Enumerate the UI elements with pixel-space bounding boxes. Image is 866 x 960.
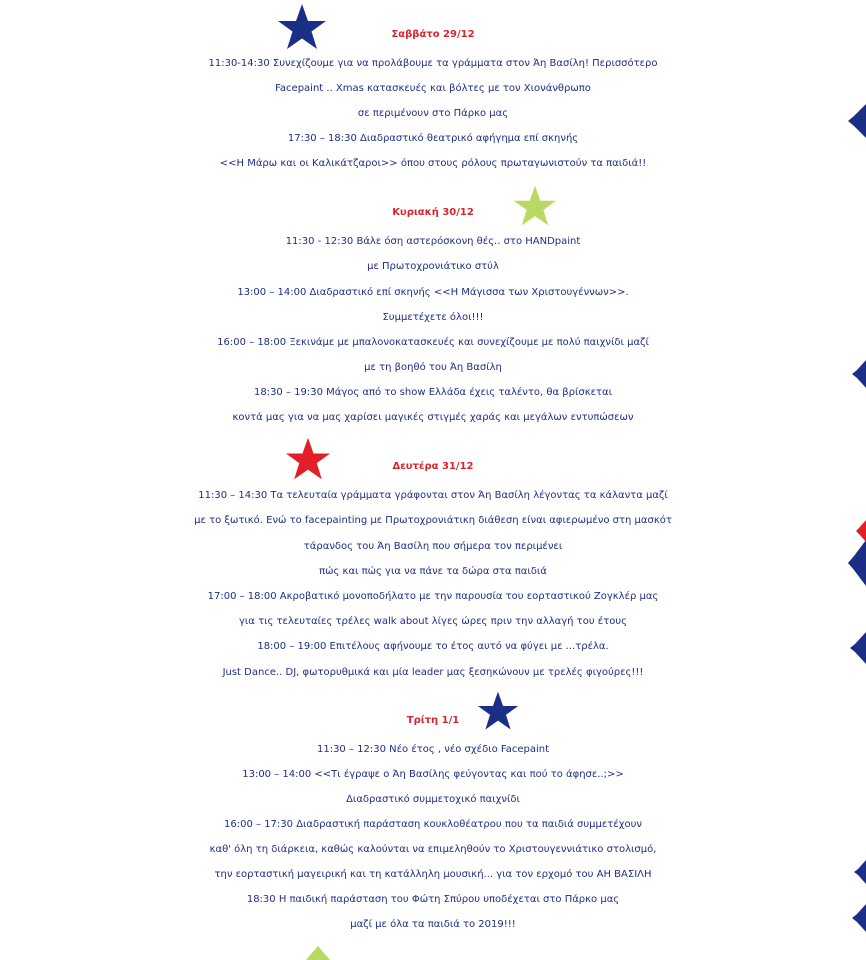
schedule-line: Συμμετέχετε όλοι!!! bbox=[382, 312, 484, 323]
schedule-line: πώς και πώς για να πάνε τα δώρα στα παιδιά bbox=[319, 566, 547, 577]
schedule-line: 13:00 – 14:00 Διαδραστικό επί σκηνής <<Η Μάγισσα των Χριστουγέννων>>. bbox=[237, 287, 629, 298]
schedule-line: 11:30 - 12:30 Βάλε όση αστερόσκονη θές.. στο HANDpaint bbox=[285, 236, 581, 247]
schedule-line: 11:30 – 14:30 Τα τελευταία γράμματα γράφονται στον Άη Βασίλη λέγοντας τα κάλαντα μαζί bbox=[198, 490, 668, 501]
schedule-line: 17:30 – 18:30 Διαδραστικό θεατρικό αφήγημα επί σκηνής bbox=[287, 133, 579, 144]
edge-green-star-icon bbox=[296, 944, 340, 960]
schedule-line: 11:30-14:30 Συνεχίζουμε για να προλάβουμε τα γράμματα στον Άη Βασίλη! Περισσότερο bbox=[208, 58, 658, 69]
schedule-line: Just Dance.. DJ, φωτορυθμικά και μία leader μας ξεσηκώνουν με τρελές φιγούρες!!! bbox=[222, 667, 644, 678]
schedule-line: κοντά μας για να μας χαρίσει μαγικές στιγμές χαράς και μεγάλων εντυπώσεων bbox=[232, 412, 634, 423]
schedule-line: τάρανδος του Άη Βασίλη που σήμερα τον περιμένει bbox=[303, 541, 563, 552]
schedule-line: 13:00 – 14:00 <<Τι έγραψε ο Άη Βασίλης φεύγοντας και πού το άφησε..;>> bbox=[242, 769, 624, 780]
schedule-line: 16:00 – 17:30 Διαδραστική παράσταση κουκλοθέατρου που τα παιδιά συμμετέχουν bbox=[224, 819, 642, 830]
day-title-monday: Δευτέρα 31/12 bbox=[392, 461, 474, 472]
day-title-saturday: Σαββάτο 29/12 bbox=[391, 29, 475, 40]
schedule-line: με τη βοηθό του Άη Βασίλη bbox=[364, 362, 502, 373]
schedule-line: σε περιμένουν στο Πάρκο μας bbox=[357, 108, 509, 119]
schedule-line: 18:30 Η παιδική παράσταση του Φώτη Σπύρου υποδέχεται στο Πάρκο μας bbox=[246, 894, 620, 905]
schedule-line: με Πρωτοχρονιάτικο στύλ bbox=[367, 261, 499, 272]
schedule-line: για τις τελευταίες τρέλες walk about λίγες ώρες πριν την αλλαγή του έτους bbox=[239, 616, 627, 627]
schedule-line: <<Η Μάρω και οι Καλικάτζαροι>> όπου στους ρόλους πρωταγωνιστούν τα παιδιά!! bbox=[219, 158, 647, 169]
day-title-tuesday: Τρίτη 1/1 bbox=[406, 715, 460, 726]
schedule-line: με το ξωτικό. Ενώ το facepainting με Πρωτοχρονιάτικη διάθεση είναι αφιερωμένο στη μασκότ bbox=[194, 515, 672, 526]
schedule-line: Διαδραστικό συμμετοχικό παιχνίδι bbox=[346, 794, 520, 805]
schedule-line: καθ' όλη τη διάρκεια, καθώς καλούνται να επιμεληθούν το Χριστουγεννιάτικο στολισμό, bbox=[209, 844, 657, 855]
schedule-line: 17:00 – 18:00 Ακροβατικό μονοποδήλατο με την παρουσία του εορταστικού Ζογκλέρ μας bbox=[207, 591, 659, 602]
schedule-line: 11:30 – 12:30 Νέο έτος , νέο σχέδιο Facepaint bbox=[316, 744, 550, 755]
schedule-line: 18:00 – 19:00 Επιτέλους αφήνουμε το έτος αυτό να φύγει με ...τρέλα. bbox=[257, 641, 609, 652]
schedule-line: την εορταστική μαγειρική και τη κατάλληλη μουσική... για τον ερχομό του ΑΗ ΒΑΣΙΛΗ bbox=[214, 869, 652, 880]
schedule-line: Facepaint .. Xmas κατασκευές και βόλτες με τον Χιονάνθρωπο bbox=[275, 83, 591, 94]
schedule-line: 18:30 – 19:30 Μάγος από το show Ελλάδα έχεις ταλέντο, θα βρίσκεται bbox=[253, 387, 613, 398]
day-title-sunday: Κυριακή 30/12 bbox=[392, 207, 474, 218]
schedule-line: μαζί με όλα τα παιδιά το 2019!!! bbox=[350, 919, 516, 930]
schedule-line: 16:00 – 18:00 Ξεκινάμε με μπαλονοκατασκευές και συνεχίζουμε με πολύ παιχνίδι μαζί bbox=[217, 337, 649, 348]
